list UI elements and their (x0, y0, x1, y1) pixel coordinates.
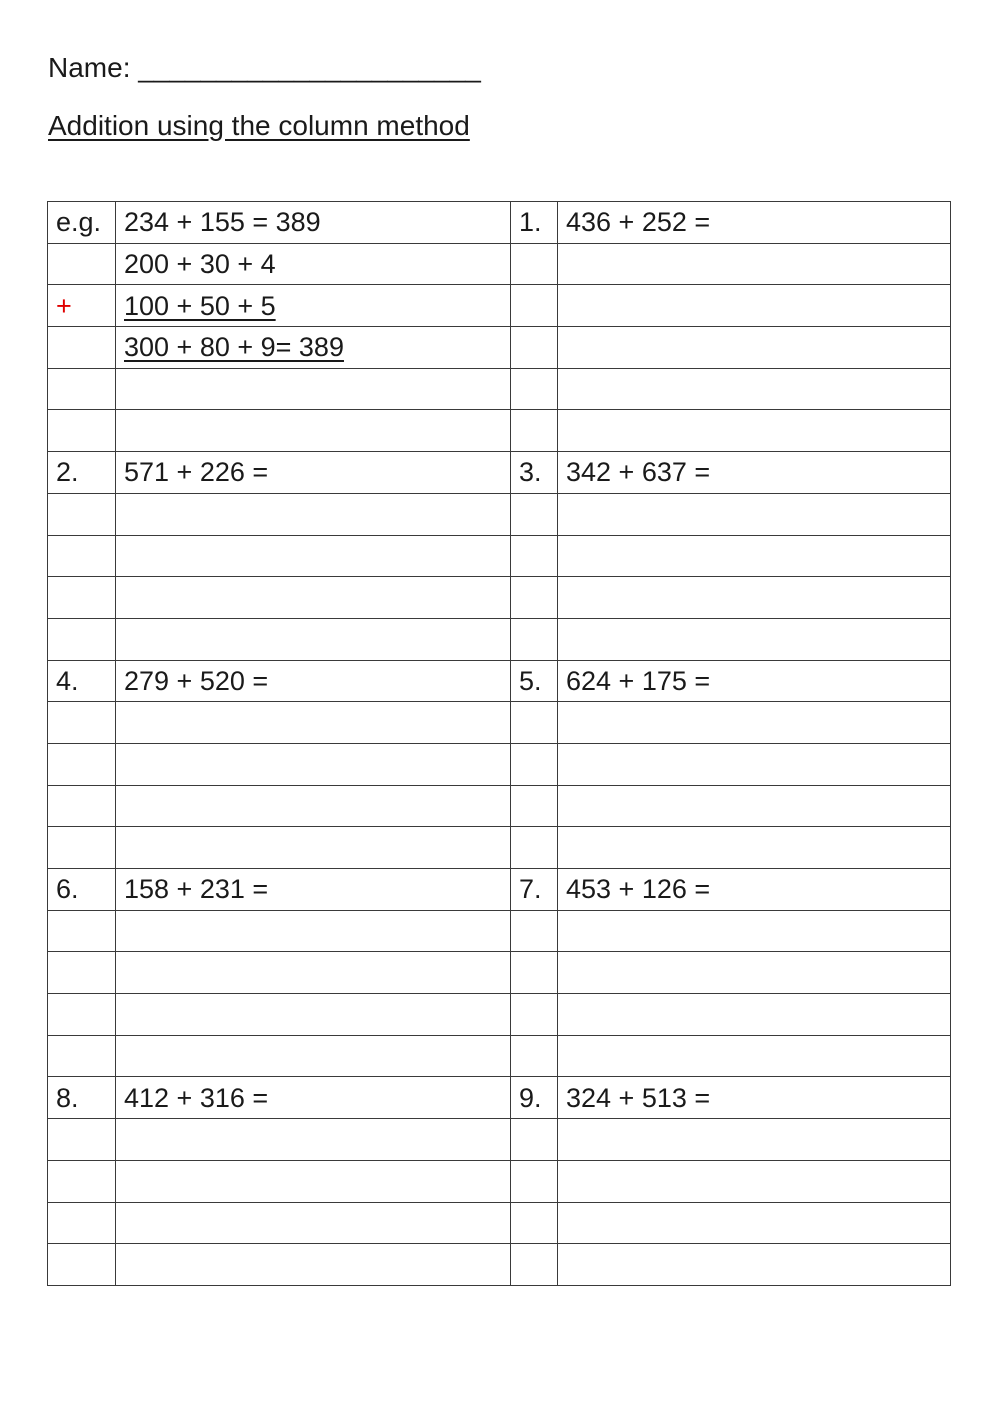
table-row (48, 368, 951, 410)
answer-cell[interactable] (511, 910, 558, 952)
answer-cell[interactable] (116, 743, 511, 785)
answer-cell[interactable] (558, 827, 951, 869)
table-row (48, 493, 951, 535)
answer-cell[interactable] (511, 243, 558, 285)
answer-cell[interactable] (48, 535, 116, 577)
answer-cell[interactable] (511, 410, 558, 452)
answer-cell[interactable] (511, 702, 558, 744)
problem-expression: 624 + 175 = (558, 660, 951, 702)
name-field-label: Name: ______________________ (48, 52, 481, 83)
answer-cell[interactable] (511, 1119, 558, 1161)
problem-number: 8. (48, 1077, 116, 1119)
table-row (48, 1035, 951, 1077)
answer-cell[interactable] (511, 743, 558, 785)
table-row (48, 618, 951, 660)
answer-cell[interactable] (116, 1160, 511, 1202)
plus-sign (48, 285, 116, 327)
problem-number: 4. (48, 660, 116, 702)
table-row (48, 410, 951, 452)
answer-cell[interactable] (558, 702, 951, 744)
table-row (48, 535, 951, 577)
answer-cell[interactable] (558, 368, 951, 410)
answer-cell[interactable] (116, 618, 511, 660)
blank-cell (48, 243, 116, 285)
table-row (48, 1119, 951, 1161)
table-row (48, 1160, 951, 1202)
answer-cell[interactable] (116, 1244, 511, 1286)
answer-cell[interactable] (48, 1202, 116, 1244)
answer-cell[interactable] (116, 535, 511, 577)
example-step-2-text: 100 + 50 + 5 (124, 290, 276, 321)
table-row (48, 1077, 951, 1119)
problem-number: 5. (511, 660, 558, 702)
answer-cell[interactable] (511, 827, 558, 869)
example-result (116, 327, 511, 369)
problem-expression: 571 + 226 = (116, 452, 511, 494)
table-row (48, 827, 951, 869)
problem-expression: 342 + 637 = (558, 452, 951, 494)
answer-cell[interactable] (116, 1035, 511, 1077)
worksheet-title: Addition using the column method (48, 110, 470, 141)
problem-expression: 436 + 252 = (558, 202, 951, 244)
answer-cell[interactable] (511, 1035, 558, 1077)
answer-cell[interactable] (48, 1035, 116, 1077)
answer-cell[interactable] (511, 285, 558, 327)
answer-cell[interactable] (48, 743, 116, 785)
answer-cell[interactable] (48, 618, 116, 660)
answer-cell[interactable] (511, 493, 558, 535)
blank-cell (116, 410, 511, 452)
problem-expression: 453 + 126 = (558, 869, 951, 911)
answer-cell[interactable] (511, 1202, 558, 1244)
answer-cell[interactable] (116, 493, 511, 535)
answer-cell[interactable] (116, 785, 511, 827)
answer-cell[interactable] (558, 410, 951, 452)
table-row (48, 869, 951, 911)
answer-cell[interactable] (511, 577, 558, 619)
answer-cell[interactable] (116, 1119, 511, 1161)
answer-cell[interactable] (558, 493, 951, 535)
answer-cell[interactable] (558, 1202, 951, 1244)
answer-cell[interactable] (558, 1119, 951, 1161)
answer-cell[interactable] (511, 1160, 558, 1202)
table-row (48, 910, 951, 952)
table-row (48, 202, 951, 244)
example-step-1: 200 + 30 + 4 (116, 243, 511, 285)
table-row (48, 327, 951, 369)
answer-cell[interactable] (558, 743, 951, 785)
problem-number: 1. (511, 202, 558, 244)
answer-cell[interactable] (48, 785, 116, 827)
answer-cell[interactable] (48, 910, 116, 952)
answer-cell[interactable] (511, 1244, 558, 1286)
answer-cell[interactable] (511, 994, 558, 1036)
answer-cell[interactable] (511, 327, 558, 369)
answer-cell[interactable] (116, 952, 511, 994)
answer-cell[interactable] (48, 577, 116, 619)
problem-number: 3. (511, 452, 558, 494)
answer-cell[interactable] (558, 952, 951, 994)
problem-number: 6. (48, 869, 116, 911)
answer-cell[interactable] (48, 1119, 116, 1161)
table-row (48, 952, 951, 994)
table-row (48, 660, 951, 702)
table-row (48, 743, 951, 785)
answer-cell[interactable] (558, 994, 951, 1036)
answer-cell[interactable] (48, 952, 116, 994)
blank-cell (48, 410, 116, 452)
answer-cell[interactable] (558, 1035, 951, 1077)
answer-cell[interactable] (558, 1244, 951, 1286)
answer-cell[interactable] (48, 1160, 116, 1202)
example-equation: 234 + 155 = 389 (116, 202, 511, 244)
answer-cell[interactable] (511, 785, 558, 827)
answer-cell[interactable] (48, 1244, 116, 1286)
table-row (48, 452, 951, 494)
table-row (48, 785, 951, 827)
table-row (48, 577, 951, 619)
answer-cell[interactable] (116, 577, 511, 619)
table-row (48, 1244, 951, 1286)
example-label: e.g. (48, 202, 116, 244)
answer-cell[interactable] (558, 1160, 951, 1202)
answer-cell[interactable] (116, 994, 511, 1036)
answer-cell[interactable] (116, 827, 511, 869)
answer-cell[interactable] (48, 994, 116, 1036)
answer-cell[interactable] (558, 243, 951, 285)
problem-expression: 158 + 231 = (116, 869, 511, 911)
table-row (48, 285, 951, 327)
answer-cell[interactable] (558, 910, 951, 952)
answer-cell[interactable] (558, 785, 951, 827)
answer-cell[interactable] (511, 368, 558, 410)
answer-cell[interactable] (511, 952, 558, 994)
blank-cell (48, 327, 116, 369)
answer-cell[interactable] (116, 1202, 511, 1244)
answer-cell[interactable] (48, 702, 116, 744)
answer-cell[interactable] (558, 327, 951, 369)
answer-cell[interactable] (558, 577, 951, 619)
answer-cell[interactable] (511, 535, 558, 577)
problem-number: 7. (511, 869, 558, 911)
worksheet-grid (47, 201, 951, 1286)
table-row (48, 994, 951, 1036)
table-row (48, 243, 951, 285)
problem-expression: 279 + 520 = (116, 660, 511, 702)
problem-expression: 412 + 316 = (116, 1077, 511, 1119)
answer-cell[interactable] (558, 535, 951, 577)
answer-cell[interactable] (511, 618, 558, 660)
table-row (48, 702, 951, 744)
plus-sign-text: + (56, 290, 72, 321)
table-row (48, 1202, 951, 1244)
problem-number: 9. (511, 1077, 558, 1119)
answer-cell[interactable] (558, 618, 951, 660)
answer-cell[interactable] (558, 285, 951, 327)
answer-cell[interactable] (48, 493, 116, 535)
problem-expression: 324 + 513 = (558, 1077, 951, 1119)
example-step-2 (116, 285, 511, 327)
blank-cell (116, 368, 511, 410)
answer-cell[interactable] (116, 702, 511, 744)
answer-cell[interactable] (48, 827, 116, 869)
answer-cell[interactable] (116, 910, 511, 952)
example-result-text: 300 + 80 + 9= 389 (124, 332, 344, 363)
problem-number: 2. (48, 452, 116, 494)
blank-cell (48, 368, 116, 410)
